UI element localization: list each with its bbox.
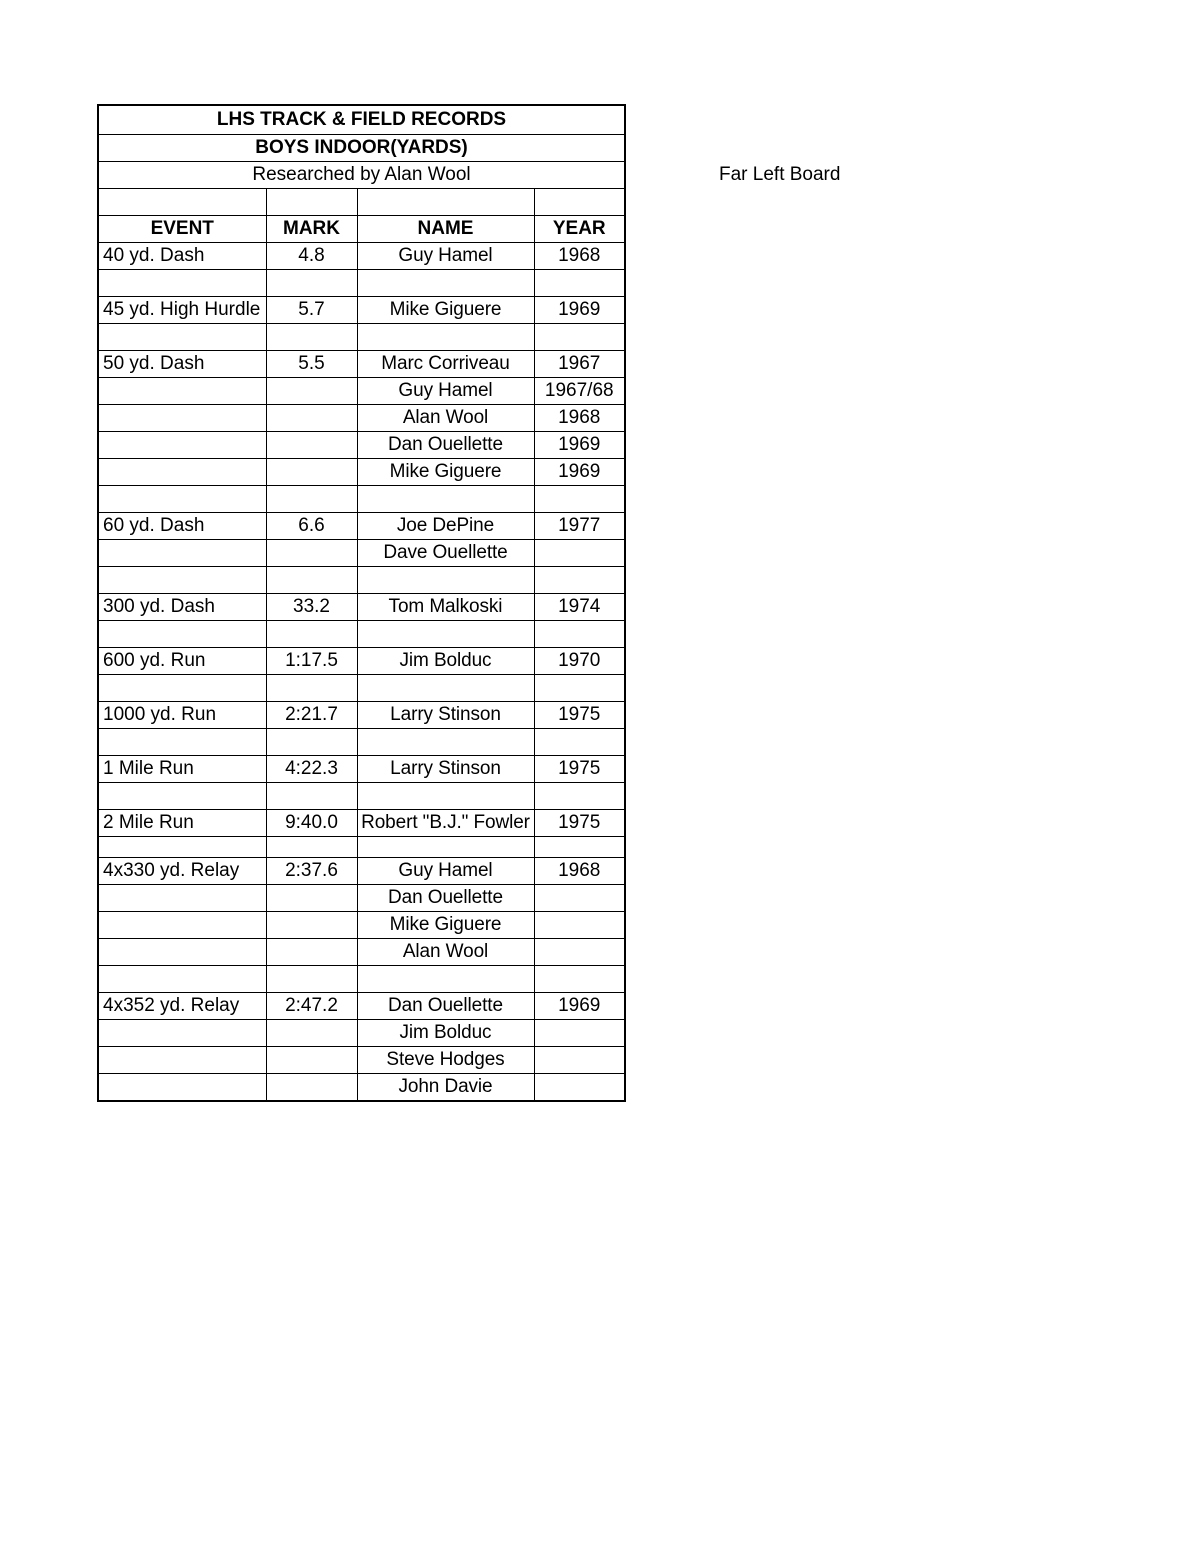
record-row [98,513,625,540]
mark-cell [266,939,357,966]
mark-cell: 2:37.6 [266,858,357,885]
empty-cell [266,783,357,810]
spacer-row [98,729,625,756]
empty-cell [357,189,534,216]
record-row [98,702,625,729]
empty-cell [98,837,266,858]
event-cell [98,939,266,966]
name-cell: Mike Giguere [357,297,534,324]
mark-cell: 4.8 [266,243,357,270]
record-row [98,378,625,405]
records-table-body [98,105,625,1101]
empty-cell [534,270,625,297]
year-cell [534,912,625,939]
name-cell: Alan Wool [357,405,534,432]
empty-cell [534,783,625,810]
researcher-credit: Researched by Alan Wool [98,162,625,189]
mark-cell [266,1020,357,1047]
empty-cell [266,486,357,513]
empty-cell [357,486,534,513]
record-row [98,1047,625,1074]
header-name: NAME [357,216,534,243]
empty-cell [266,621,357,648]
year-cell: 1969 [534,459,625,486]
empty-cell [98,729,266,756]
spacer-row [98,567,625,594]
record-row [98,243,625,270]
empty-cell [266,837,357,858]
empty-cell [534,966,625,993]
mark-cell: 33.2 [266,594,357,621]
name-cell: Mike Giguere [357,459,534,486]
empty-cell [98,270,266,297]
spacer-row [98,621,625,648]
empty-cell [357,621,534,648]
empty-cell [98,486,266,513]
mark-cell [266,405,357,432]
empty-cell [534,621,625,648]
event-cell: 1000 yd. Run [98,702,266,729]
header-event: EVENT [98,216,266,243]
record-row [98,540,625,567]
empty-cell [98,324,266,351]
event-cell [98,1047,266,1074]
event-cell [98,432,266,459]
event-cell: 4x352 yd. Relay [98,993,266,1020]
empty-cell [98,966,266,993]
record-row [98,939,625,966]
year-cell: 1969 [534,297,625,324]
event-cell [98,1074,266,1102]
record-row [98,885,625,912]
header-row [98,216,625,243]
event-cell [98,459,266,486]
year-cell [534,939,625,966]
event-cell: 4x330 yd. Relay [98,858,266,885]
mark-cell: 2:47.2 [266,993,357,1020]
empty-cell [98,567,266,594]
mark-cell [266,885,357,912]
mark-cell [266,378,357,405]
researcher-row [98,162,625,189]
empty-cell [266,966,357,993]
record-row [98,459,625,486]
name-cell: Tom Malkoski [357,594,534,621]
event-cell: 45 yd. High Hurdle [98,297,266,324]
event-cell: 300 yd. Dash [98,594,266,621]
name-cell: Guy Hamel [357,243,534,270]
records-table [97,104,626,1102]
name-cell: John Davie [357,1074,534,1102]
mark-cell: 6.6 [266,513,357,540]
name-cell: Alan Wool [357,939,534,966]
spacer-row [98,783,625,810]
event-cell [98,1020,266,1047]
record-row [98,648,625,675]
spacer-row [98,270,625,297]
year-cell: 1967/68 [534,378,625,405]
event-cell: 2 Mile Run [98,810,266,837]
empty-cell [266,324,357,351]
name-cell: Robert "B.J." Fowler [357,810,534,837]
record-row [98,405,625,432]
spacer-row [98,324,625,351]
empty-cell [357,675,534,702]
spacer-row [98,966,625,993]
board-note: Far Left Board [719,164,841,185]
mark-cell: 4:22.3 [266,756,357,783]
mark-cell [266,432,357,459]
empty-cell [534,189,625,216]
event-cell: 600 yd. Run [98,648,266,675]
mark-cell [266,1074,357,1102]
record-row [98,993,625,1020]
event-cell [98,912,266,939]
mark-cell [266,540,357,567]
page-title: LHS TRACK & FIELD RECORDS [98,105,625,135]
empty-cell [534,324,625,351]
event-cell [98,405,266,432]
name-cell: Larry Stinson [357,756,534,783]
event-cell: 1 Mile Run [98,756,266,783]
title-row [98,105,625,135]
name-cell: Dan Ouellette [357,432,534,459]
spacer-row [98,837,625,858]
event-cell: 40 yd. Dash [98,243,266,270]
blank-row [98,189,625,216]
year-cell: 1975 [534,756,625,783]
empty-cell [357,567,534,594]
header-mark: MARK [266,216,357,243]
year-cell: 1968 [534,243,625,270]
name-cell: Steve Hodges [357,1047,534,1074]
empty-cell [357,324,534,351]
empty-cell [534,675,625,702]
record-row [98,1074,625,1102]
year-cell: 1969 [534,432,625,459]
subtitle-row [98,135,625,162]
mark-cell [266,912,357,939]
empty-cell [534,837,625,858]
year-cell: 1967 [534,351,625,378]
empty-cell [357,270,534,297]
empty-cell [266,675,357,702]
year-cell: 1968 [534,405,625,432]
record-row [98,912,625,939]
empty-cell [357,783,534,810]
name-cell: Dave Ouellette [357,540,534,567]
year-cell [534,540,625,567]
record-row [98,351,625,378]
name-cell: Marc Corriveau [357,351,534,378]
empty-cell [266,270,357,297]
mark-cell [266,1047,357,1074]
year-cell [534,1020,625,1047]
year-cell [534,1047,625,1074]
mark-cell: 1:17.5 [266,648,357,675]
name-cell: Dan Ouellette [357,993,534,1020]
name-cell: Guy Hamel [357,858,534,885]
empty-cell [357,729,534,756]
mark-cell: 2:21.7 [266,702,357,729]
year-cell: 1975 [534,702,625,729]
name-cell: Guy Hamel [357,378,534,405]
record-row [98,1020,625,1047]
year-cell: 1969 [534,993,625,1020]
empty-cell [534,729,625,756]
record-row [98,594,625,621]
empty-cell [266,189,357,216]
year-cell: 1970 [534,648,625,675]
record-row [98,432,625,459]
mark-cell: 5.7 [266,297,357,324]
event-cell [98,540,266,567]
event-cell: 50 yd. Dash [98,351,266,378]
mark-cell: 9:40.0 [266,810,357,837]
spacer-row [98,486,625,513]
year-cell: 1975 [534,810,625,837]
mark-cell: 5.5 [266,351,357,378]
empty-cell [266,729,357,756]
record-row [98,810,625,837]
empty-cell [98,189,266,216]
page-subtitle: BOYS INDOOR(YARDS) [98,135,625,162]
event-cell [98,378,266,405]
name-cell: Dan Ouellette [357,885,534,912]
year-cell [534,885,625,912]
name-cell: Jim Bolduc [357,648,534,675]
record-row [98,756,625,783]
spacer-row [98,675,625,702]
empty-cell [98,675,266,702]
event-cell [98,885,266,912]
event-cell: 60 yd. Dash [98,513,266,540]
year-cell: 1968 [534,858,625,885]
empty-cell [534,486,625,513]
header-year: YEAR [534,216,625,243]
name-cell: Jim Bolduc [357,1020,534,1047]
record-row [98,297,625,324]
mark-cell [266,459,357,486]
name-cell: Joe DePine [357,513,534,540]
empty-cell [98,783,266,810]
empty-cell [357,837,534,858]
empty-cell [266,567,357,594]
name-cell: Larry Stinson [357,702,534,729]
year-cell [534,1074,625,1102]
year-cell: 1977 [534,513,625,540]
name-cell: Mike Giguere [357,912,534,939]
year-cell: 1974 [534,594,625,621]
empty-cell [98,621,266,648]
empty-cell [534,567,625,594]
record-row [98,858,625,885]
empty-cell [357,966,534,993]
